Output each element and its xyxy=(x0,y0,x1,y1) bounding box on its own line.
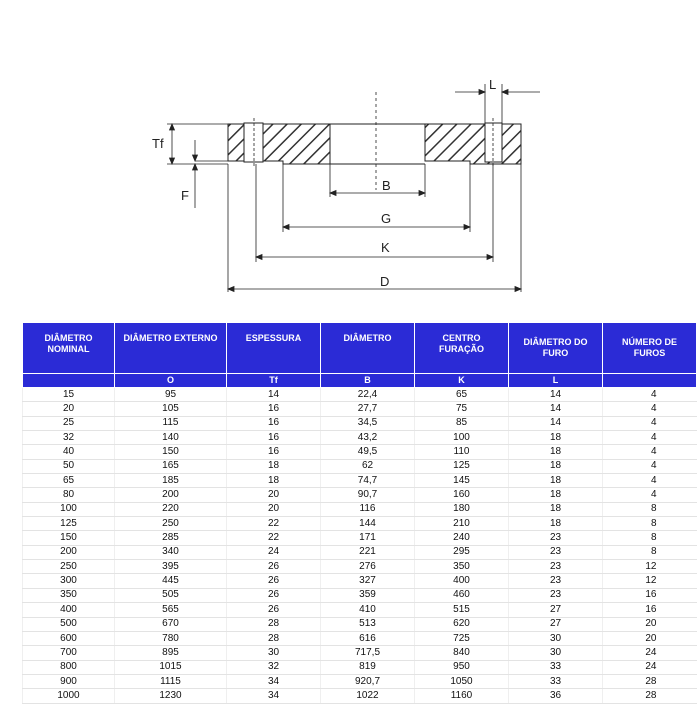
table-cell: 18 xyxy=(509,445,603,459)
table-cell: 116 xyxy=(321,502,415,516)
table-cell: 4 xyxy=(603,416,697,430)
table-cell: 4 xyxy=(603,474,697,488)
table-cell: 74,7 xyxy=(321,474,415,488)
table-cell: 30 xyxy=(509,646,603,660)
table-cell: 200 xyxy=(115,488,227,502)
table-cell: 4 xyxy=(603,431,697,445)
table-cell: 4 xyxy=(603,402,697,416)
table-cell: 221 xyxy=(321,545,415,559)
table-cell: 14 xyxy=(509,402,603,416)
table-cell: 22 xyxy=(227,517,321,531)
symbol-cell xyxy=(603,374,697,388)
table-row xyxy=(23,588,697,602)
table-cell: 20 xyxy=(23,402,115,416)
table-cell: 400 xyxy=(23,603,115,617)
table-cell: 23 xyxy=(509,545,603,559)
table-cell: 125 xyxy=(415,459,509,473)
table-cell: 100 xyxy=(23,502,115,516)
table-cell: 395 xyxy=(115,560,227,574)
table-cell: 8 xyxy=(603,545,697,559)
table-cell: 36 xyxy=(509,689,603,703)
table-cell: 276 xyxy=(321,560,415,574)
table-cell: 210 xyxy=(415,517,509,531)
table-cell: 780 xyxy=(115,631,227,645)
table-cell: 327 xyxy=(321,574,415,588)
table-cell: 14 xyxy=(509,388,603,402)
table-cell: 90,7 xyxy=(321,488,415,502)
table-cell: 18 xyxy=(509,431,603,445)
table-cell: 43,2 xyxy=(321,431,415,445)
table-cell: 513 xyxy=(321,617,415,631)
table-cell: 900 xyxy=(23,674,115,688)
table-cell: 65 xyxy=(415,388,509,402)
table-cell: 8 xyxy=(603,517,697,531)
table-cell: 20 xyxy=(227,488,321,502)
table-cell: 359 xyxy=(321,588,415,602)
table-cell: 8 xyxy=(603,502,697,516)
table-cell: 180 xyxy=(415,502,509,516)
table-cell: 40 xyxy=(23,445,115,459)
table-row xyxy=(23,531,697,545)
table-cell: 250 xyxy=(115,517,227,531)
table-cell: 620 xyxy=(415,617,509,631)
table-cell: 28 xyxy=(603,689,697,703)
table-cell: 26 xyxy=(227,588,321,602)
table-cell: 950 xyxy=(415,660,509,674)
extension-lines xyxy=(167,84,521,292)
table-cell: 22 xyxy=(227,531,321,545)
table-cell: 18 xyxy=(509,459,603,473)
table-cell: 32 xyxy=(227,660,321,674)
table-cell: 23 xyxy=(509,588,603,602)
table-cell: 28 xyxy=(603,674,697,688)
header-centro-furacao: CENTRO FURAÇÃO xyxy=(415,323,509,374)
table-cell: 1230 xyxy=(115,689,227,703)
table-row xyxy=(23,560,697,574)
table-row xyxy=(23,631,697,645)
table-cell: 24 xyxy=(603,660,697,674)
table-cell: 160 xyxy=(415,488,509,502)
table-cell: 28 xyxy=(227,617,321,631)
table-cell: 185 xyxy=(115,474,227,488)
table-row xyxy=(23,674,697,688)
table-cell: 144 xyxy=(321,517,415,531)
dimension-lines xyxy=(170,90,541,292)
table-cell: 150 xyxy=(115,445,227,459)
table-cell: 600 xyxy=(23,631,115,645)
table-row xyxy=(23,388,697,402)
table-row xyxy=(23,431,697,445)
table-cell: 16 xyxy=(603,588,697,602)
table-symbol-row xyxy=(23,374,697,388)
table-cell: 27 xyxy=(509,603,603,617)
table-row xyxy=(23,445,697,459)
symbol-cell: K xyxy=(415,374,509,388)
table-cell: 410 xyxy=(321,603,415,617)
table-row xyxy=(23,517,697,531)
table-row xyxy=(23,402,697,416)
table-cell: 500 xyxy=(23,617,115,631)
table-row xyxy=(23,545,697,559)
header-espessura: ESPESSURA xyxy=(227,323,321,374)
table-cell: 565 xyxy=(115,603,227,617)
table-cell: 515 xyxy=(415,603,509,617)
table-cell: 285 xyxy=(115,531,227,545)
table-cell: 20 xyxy=(227,502,321,516)
table-cell: 115 xyxy=(115,416,227,430)
table-row xyxy=(23,660,697,674)
table-cell: 16 xyxy=(227,431,321,445)
table-cell: 220 xyxy=(115,502,227,516)
table-cell: 18 xyxy=(509,474,603,488)
table-cell: 33 xyxy=(509,674,603,688)
table-cell: 840 xyxy=(415,646,509,660)
table-cell: 80 xyxy=(23,488,115,502)
table-row xyxy=(23,574,697,588)
header-diametro-do-furo: DIÂMETRO DO FURO xyxy=(509,323,603,374)
table-cell: 23 xyxy=(509,531,603,545)
table-row xyxy=(23,502,697,516)
table-row xyxy=(23,488,697,502)
table-cell: 85 xyxy=(415,416,509,430)
table-cell: 20 xyxy=(603,617,697,631)
table-cell: 23 xyxy=(509,560,603,574)
table-cell: 1015 xyxy=(115,660,227,674)
symbol-cell: B xyxy=(321,374,415,388)
table-cell: 8 xyxy=(603,531,697,545)
table-cell: 24 xyxy=(227,545,321,559)
table-cell: 800 xyxy=(23,660,115,674)
table-cell: 895 xyxy=(115,646,227,660)
symbol-cell: L xyxy=(509,374,603,388)
table-cell: 4 xyxy=(603,459,697,473)
table-row xyxy=(23,689,697,703)
table-body xyxy=(23,388,697,704)
table-cell: 34 xyxy=(227,689,321,703)
flange-technical-drawing xyxy=(0,0,700,320)
table-row xyxy=(23,416,697,430)
table-cell: 920,7 xyxy=(321,674,415,688)
label-K: K xyxy=(381,240,390,255)
table-cell: 340 xyxy=(115,545,227,559)
symbol-cell: Tf xyxy=(227,374,321,388)
table-cell: 23 xyxy=(509,574,603,588)
table-cell: 300 xyxy=(23,574,115,588)
table-cell: 140 xyxy=(115,431,227,445)
table-row xyxy=(23,603,697,617)
table-cell: 30 xyxy=(509,631,603,645)
symbol-cell: O xyxy=(115,374,227,388)
table-cell: 27 xyxy=(509,617,603,631)
table-cell: 505 xyxy=(115,588,227,602)
table-cell: 18 xyxy=(227,474,321,488)
table-header-row xyxy=(23,323,697,374)
table-cell: 1050 xyxy=(415,674,509,688)
label-F: F xyxy=(181,188,189,203)
table-row xyxy=(23,617,697,631)
label-G: G xyxy=(381,211,392,226)
table-cell: 250 xyxy=(23,560,115,574)
table-cell: 12 xyxy=(603,574,697,588)
symbol-cell xyxy=(23,374,115,388)
table-row xyxy=(23,459,697,473)
table-cell: 20 xyxy=(603,631,697,645)
table-cell: 240 xyxy=(415,531,509,545)
table-cell: 26 xyxy=(227,560,321,574)
table-cell: 350 xyxy=(23,588,115,602)
table-cell: 105 xyxy=(115,402,227,416)
table-cell: 165 xyxy=(115,459,227,473)
table-cell: 32 xyxy=(23,431,115,445)
table-row xyxy=(23,646,697,660)
table-cell: 14 xyxy=(227,388,321,402)
table-cell: 25 xyxy=(23,416,115,430)
table-cell: 12 xyxy=(603,560,697,574)
table-cell: 18 xyxy=(509,517,603,531)
flange-spec-table xyxy=(22,322,697,704)
table-cell: 4 xyxy=(603,488,697,502)
table-cell: 400 xyxy=(415,574,509,588)
table-cell: 16 xyxy=(227,402,321,416)
table-cell: 350 xyxy=(415,560,509,574)
table-cell: 125 xyxy=(23,517,115,531)
table-cell: 150 xyxy=(23,531,115,545)
table-cell: 725 xyxy=(415,631,509,645)
table-cell: 16 xyxy=(227,416,321,430)
table-cell: 15 xyxy=(23,388,115,402)
table-cell: 1000 xyxy=(23,689,115,703)
table-cell: 62 xyxy=(321,459,415,473)
table-cell: 50 xyxy=(23,459,115,473)
table-cell: 95 xyxy=(115,388,227,402)
table-cell: 28 xyxy=(227,631,321,645)
table-cell: 700 xyxy=(23,646,115,660)
table-cell: 30 xyxy=(227,646,321,660)
table-cell: 460 xyxy=(415,588,509,602)
table-cell: 616 xyxy=(321,631,415,645)
table-cell: 4 xyxy=(603,388,697,402)
header-numero-de-furos: NÚMERO DE FUROS xyxy=(603,323,697,374)
label-D: D xyxy=(380,274,390,289)
table-cell: 295 xyxy=(415,545,509,559)
table-row xyxy=(23,474,697,488)
table-cell: 14 xyxy=(509,416,603,430)
table-cell: 4 xyxy=(603,445,697,459)
table-cell: 717,5 xyxy=(321,646,415,660)
label-B: B xyxy=(382,178,391,193)
table-cell: 34,5 xyxy=(321,416,415,430)
table-cell: 16 xyxy=(227,445,321,459)
table-cell: 33 xyxy=(509,660,603,674)
table-cell: 145 xyxy=(415,474,509,488)
table-cell: 1160 xyxy=(415,689,509,703)
header-diametro-nominal: DIÂMETRO NOMINAL xyxy=(23,323,115,374)
table-cell: 18 xyxy=(227,459,321,473)
table-cell: 24 xyxy=(603,646,697,660)
table-cell: 1115 xyxy=(115,674,227,688)
table-cell: 49,5 xyxy=(321,445,415,459)
label-Tf: Tf xyxy=(152,136,164,151)
table-cell: 34 xyxy=(227,674,321,688)
table-cell: 22,4 xyxy=(321,388,415,402)
table-cell: 26 xyxy=(227,574,321,588)
table-cell: 819 xyxy=(321,660,415,674)
table-cell: 26 xyxy=(227,603,321,617)
flange-cross-section xyxy=(228,118,521,166)
label-L: L xyxy=(489,77,497,92)
table-cell: 171 xyxy=(321,531,415,545)
table-cell: 110 xyxy=(415,445,509,459)
table-cell: 100 xyxy=(415,431,509,445)
header-diametro: DIÂMETRO xyxy=(321,323,415,374)
header-diametro-externo: DIÂMETRO EXTERNO xyxy=(115,323,227,374)
table-cell: 75 xyxy=(415,402,509,416)
table-cell: 16 xyxy=(603,603,697,617)
table-cell: 445 xyxy=(115,574,227,588)
table-cell: 65 xyxy=(23,474,115,488)
table-cell: 1022 xyxy=(321,689,415,703)
table-cell: 18 xyxy=(509,488,603,502)
table-cell: 18 xyxy=(509,502,603,516)
table-cell: 200 xyxy=(23,545,115,559)
table-cell: 27,7 xyxy=(321,402,415,416)
table-cell: 670 xyxy=(115,617,227,631)
